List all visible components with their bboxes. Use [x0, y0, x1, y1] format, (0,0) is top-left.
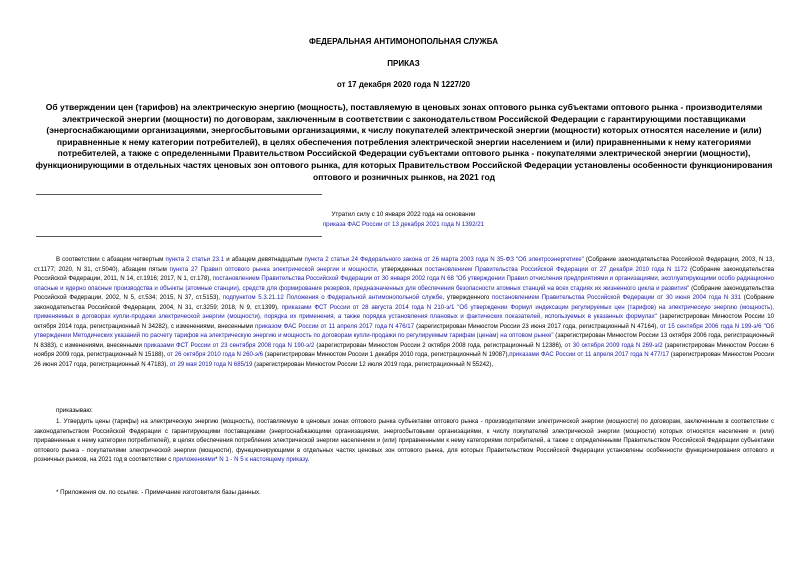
decree-word: приказываю: — [56, 407, 93, 414]
text-run: (зарегистрирован Минюстом России 12 июля 2019 года, регистрационный N 55242), — [252, 361, 494, 369]
legal-reference-link[interactable]: от 30 октября 2009 года N 269-э/2 — [564, 341, 663, 349]
text-run: (зарегистрирован Минюстом России 26 июня 2017 года, регистрационный N 47183), — [34, 351, 774, 369]
text-run: (Собрание законодательства Российской Федерации, 2004, N 31, ст.3259; 2018, N 9, ст.1399), — [34, 294, 775, 311]
text-run: и абзацем девятнадцатым — [224, 256, 305, 263]
text-run: (зарегистрирован Минюстом России 10 октября 2014 года, регистрационный N 34282), с изменениями, внесенными — [34, 313, 774, 330]
status-note-link-line — [0, 220, 807, 230]
legal-reference-link[interactable]: подпунктом 5.3.21.12 Положения о Федеральной антимонопольной службе — [222, 294, 443, 302]
divider-bottom — [36, 236, 322, 237]
document-type: ПРИКАЗ — [387, 59, 420, 68]
legal-reference-link[interactable]: N 1 - N 5 к настоящему приказу — [219, 456, 308, 464]
text-run: , утвержденных — [376, 265, 426, 273]
divider-top — [36, 194, 322, 195]
footnote: * Приложения см. по ссылке. - Примечание изготовителя базы данных. — [56, 489, 261, 496]
text-run: (зарегистрирован Минюстом России 13 октября 2006 года, регистрационный N 8383), с изменениями, внесенными — [34, 332, 774, 349]
document-date: от 17 декабря 2020 года N 1227/20 — [336, 80, 471, 89]
status-note-line: Утратил силу с 10 января 2022 года на основании — [331, 211, 476, 218]
legal-reference-link[interactable]: приказами ФСТ России от 23 сентября 2008 года N 190-э/2 — [143, 341, 315, 349]
legal-reference-link[interactable]: пункта 2 статьи 23.1 — [165, 256, 225, 263]
legal-reference-link[interactable]: от 29 мая 2019 года N 685/19 — [169, 361, 253, 369]
text-run: 1. Утвердить цены (тарифы) на электрическую энергию (мощность), поставляемую в ценовых зонах оптового рынка субъектами оптового рынка - производителями электрической энергии (мощности) по договорам, заключенным в соответствии с законодательством Российской Федерации с гарантирующими поставщиками (энергоснабжающими организациями, энергосбытовыми организациями, к числу покупателей электрической энергии (мощности) которых относятся население и (или) приравненные к нему категории потребителей), в целях обеспечения потребления электрической энергии населением и (или) приравненными к нему категориями потребителей, а также с определенными Правительством Российской Федерации субъектами оптового рынка - покупателями электрической энергии (мощности), функционирующими в отдельных частях ценовых зон оптового рынка, для которых Правительством Российской Федерации установлены особенности функционирования оптового и розничных рынков, на 2021 год в соответствии с — [34, 418, 774, 464]
text-run: (зарегистрирован Минюстом России 1 декабря 2010 года, регистрационный N 19087), — [263, 351, 510, 359]
legal-reference-link[interactable]: постановлением Правительства Российской Федерации от 30 января 2002 года N 68 "Об утверждении Правил отчисления предприятиями и организациями, эксплуатирующими особо радиационно опасные и ядерно опасные производства и объекты (атомные станции), средств для формирования резервов, предназначенных для обеспечения безопасности атомных станций на всех стадиях их жизненного цикла и развития" — [34, 275, 774, 292]
legal-reference-link[interactable]: постановлением Правительства Российской Федерации от 30 июня 2004 года N 331 — [492, 294, 742, 302]
preamble — [34, 255, 774, 370]
text-run: (Собрание законодательства Российской Федерации, 2003, N 13, ст.1177; 2020, N 31, ст.5040), абзацем пятым — [34, 256, 775, 273]
legal-reference-link[interactable]: пункта 27 Правил оптового рынка электрической энергии и мощности — [169, 265, 377, 273]
text-run: В соответствии с абзацем четвертым — [56, 256, 166, 263]
preamble-paragraph — [34, 255, 774, 370]
text-run: * — [215, 456, 220, 464]
legal-reference-link[interactable]: приказом ФАС России от 11 апреля 2017 года N 476/17 — [255, 322, 415, 330]
text-run: , утвержденного — [442, 294, 492, 302]
legal-reference-link[interactable]: пункта 2 статьи 24 Федерального закона от 26 марта 2003 года N 35-ФЗ "Об электроэнергетике" — [304, 256, 584, 263]
text-run: (Собрание законодательства Российской Федерации, 2002, N 5, ст.534; 2015, N 37, ст.5153), — [34, 284, 774, 302]
legal-reference-link[interactable]: приложениями — [172, 456, 216, 464]
text-run: (зарегистрирован Минюстом России 23 июня 2017 года, регистрационный N 47164), — [414, 322, 660, 330]
repeal-order-link[interactable]: приказа ФАС России от 13 декабря 2021 года N 1392/21 — [322, 221, 485, 228]
agency-name: ФЕДЕРАЛЬНАЯ АНТИМОНОПОЛЬНАЯ СЛУЖБА — [309, 37, 498, 46]
legal-reference-link[interactable]: приказами ФСТ России от 28 августа 2014 года N 210-э/1 "Об утверждении Формул индексации регулируемых цен (тарифов) на электрическую энергию (мощность), применяемых в договорах купли-продажи электрической энергии (мощности), порядка их применения, а также порядка установления плановых и фактических показателей, используемых в указанных формулах" — [34, 303, 774, 321]
legal-reference-link[interactable]: от 26 октября 2010 года N 260-э/6 — [166, 351, 264, 359]
legal-reference-link[interactable]: постановлением Правительства Российской Федерации от 27 декабря 2010 года N 1172 — [425, 265, 688, 273]
paragraph-1 — [34, 417, 774, 465]
text-run: . — [307, 456, 310, 464]
legal-reference-link[interactable]: от 15 сентября 2006 года N 199-э/6 "Об утверждении Методических указаний по расчету тарифов на электрическую энергию и мощность по договорам купли-продажи по регулируемым тарифам (ценам) на оптовом рынке" — [34, 322, 774, 340]
text-run: (Собрание законодательства Российской Федерации, 2011, N 14, ст.1916; 2017, N 1, ст.178), — [34, 265, 774, 283]
text-run: (зарегистрирован Минюстом России 2 октября 2008 года, регистрационный N 12386), — [314, 341, 565, 349]
text-run: (зарегистрирован Минюстом России 6 ноября 2009 года, регистрационный N 15188), — [34, 341, 774, 359]
document-title: Об утверждении цен (тарифов) на электрическую энергию (мощность), поставляемую в ценовых зонах оптового рынка субъектами оптового рынка - производителями электрической энергии (мощности) по договорам, заключенным в соответствии с законодательством Российской Федерации с гарантирующими поставщиками (энергоснабжающими организациями, энергосбытовыми организациями, к числу покупателей электрической энергии (мощности) которых относятся население и (или) приравненные к нему категории потребителей), в целях обеспечения потребления электрической энергии населением и (или) приравненными к нему категориями потребителей, а также с определенными Правительством Российской Федерации субъектами оптового рынка - покупателями электрической энергии (мощности), функционирующими в отдельных частях ценовых зон оптового рынка, для которых Правительством Российской Федерации установлены особенности функционирования оптового и розничных рынков, на 2021 год — [35, 102, 773, 182]
legal-reference-link[interactable]: приказами ФАС России от 11 апреля 2017 года N 477/17 — [509, 351, 669, 359]
